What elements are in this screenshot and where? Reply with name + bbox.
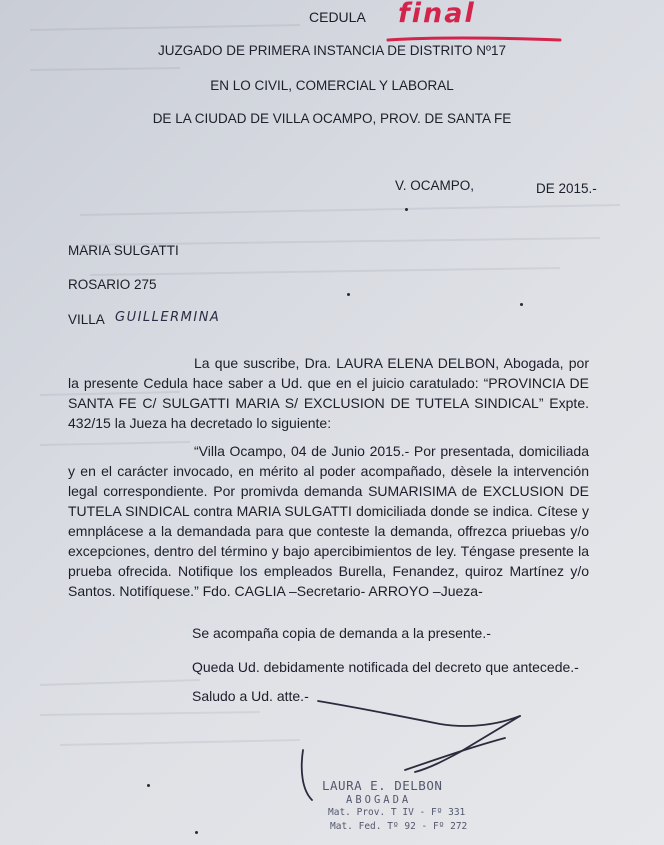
intro-text: La que suscribe, Dra. LAURA ELENA DELBON, Abogada, por la presente Cedula hace saber a Ud. que en el juicio caratulado: “PROVINCIA DE SANTA FE C/ SULGATTI MARIA S/ EXCLUSION DE TUTELA SINDICAL” Expte. 432/15 la Jueza ha decretado lo siguiente: — [68, 355, 589, 431]
date-place: V. OCAMPO, — [395, 178, 475, 193]
decree-text: “Villa Ocampo, 04 de Junio 2015.- Por presentada, domiciliada y en el carácter invocado, en mérito al poder acompañado, dèsele la intervención legal correspondiente. Por promivda demanda SUMARISIMA de EXCLUSION DE TUTELA SINDICAL contra MARIA SULGATTI domiciliada donde se indica. Cítese y emnplácese a la demandada para que conteste la demanda, offrezca priuebas y/o excepciones, dentro del término y bajo apercibimientos de ley. Téngase presente la prueba ofrecida. Notifique los empleados Burella, Fenandez, quiroz Martínez y/o Santos. Notifíquese.” Fdo. CAGLIA –Secretario- ARROYO –Jueza- — [68, 443, 589, 599]
recipient-locality-prefix: VILLA — [68, 312, 105, 327]
stamp-name: LAURA E. DELBON — [322, 778, 443, 793]
copy-note: Se acompaña copia de demanda a la presente.- — [192, 625, 491, 641]
court-name-line1: JUZGADO DE PRIMERA INSTANCIA DE DISTRITO Nº17 — [158, 43, 506, 58]
recipient-address: ROSARIO 275 — [68, 277, 157, 292]
stamp-role: ABOGADA — [346, 794, 412, 806]
recipient-locality-handwritten: GUILLERMINA — [115, 310, 221, 325]
stamp-registration-2: Mat. Fed. Tº 92 - Fº 272 — [330, 821, 468, 832]
stamp-registration-1: Mat. Prov. T IV - Fº 331 — [328, 807, 466, 818]
paper-speck — [405, 208, 408, 211]
paper-speck — [147, 784, 150, 787]
document-title: CEDULA — [309, 9, 366, 25]
recipient-name: MARIA SULGATTI — [68, 243, 179, 258]
paper-speck — [195, 831, 198, 834]
paper-speck — [347, 293, 350, 296]
notified-note: Queda Ud. debidamente notificada del decreto que antecede.- — [192, 659, 579, 675]
paper-speck — [520, 303, 523, 306]
court-name-line2: EN LO CIVIL, COMERCIAL Y LABORAL — [210, 78, 454, 93]
handwritten-final-mark: final — [398, 0, 476, 29]
date-year: DE 2015.- — [536, 181, 597, 196]
closing-greeting: Saludo a Ud. atte.- — [192, 688, 309, 704]
court-name-line3: DE LA CIUDAD DE VILLA OCAMPO, PROV. DE SANTA FE — [152, 111, 512, 126]
